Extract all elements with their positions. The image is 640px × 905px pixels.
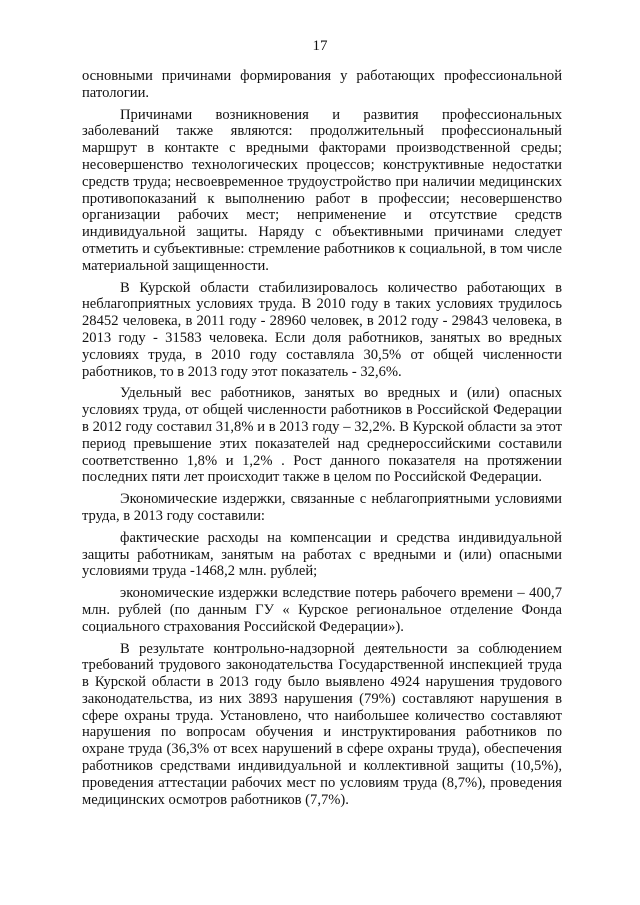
paragraph-continuation: основными причинами формирования у работающих профессиональной патологии. xyxy=(82,68,562,101)
paragraph-share-russia: Удельный вес работников, занятых во вредных и (или) опасных условиях труда, от общей численности работников в Российской Федерации в 2012 году составил 31,8% и в 2013 году – 32,2%. В Курской области за этот период превышение этих показателей над среднероссийскими составили соответственно 1,8% и 1,2% . Рост данного показателя на протяжении последних пяти лет происходит также в целом по Российской Федерации. xyxy=(82,385,562,486)
paragraph-time-losses: экономические издержки вследствие потерь рабочего времени – 400,7 млн. рублей (по данным ГУ « Курское региональное отделение Фонда социального страхования Российской Федерации»). xyxy=(82,585,562,635)
paragraph-compensation: фактические расходы на компенсации и средства индивидуальной защиты работникам, занятым на работах с вредными и (или) опасными условиями труда -1468,2 млн. рублей; xyxy=(82,529,562,580)
paragraph-inspection: В результате контрольно-надзорной деятельности за соблюдением требований трудового законодательства Государственной инспекцией труда в Курской области в 2013 году было выявлено 4924 нарушения трудового законодательства, из них 3893 нарушения (79%) составляют нарушения в сфере охраны труда. Установлено, что наибольшее количество составляют нарушения по вопросам обучения и инструктирования работников по охране труда (36,3% от всех нарушений в сфере охраны труда), обеспечения работников средствами индивидуальной и коллективной защиты (10,5%), проведения аттестации рабочих мест по условиям труда (8,7%), проведения медицинских осмотров работников (7,7%). xyxy=(82,640,562,808)
document-body xyxy=(82,68,562,813)
paragraph-causes: Причинами возникновения и развития профессиональных заболеваний также являются: продолжительный профессиональный маршрут в контакте с вредными факторами производственной среды; несовершенство технологических процессов; конструктивные недостатки средств труда; несвоевременное трудоустройство при наличии медицинских противопоказаний к выполнению работ в профессии; несовершенство организации рабочих мест; неприменение и отсутствие средств индивидуальной защиты. Наряду с объективными причинами следует отметить и субъективные: стремление работников к социальной, в том числе материальной защищенности. xyxy=(82,106,562,274)
page-number: 17 xyxy=(312,38,328,54)
paragraph-economic-costs: Экономические издержки, связанные с неблагоприятными условиями труда, в 2013 году составили: xyxy=(82,491,562,524)
paragraph-kursk-workers: В Курской области стабилизировалось количество работающих в неблагоприятных условиях труда. В 2010 году в таких условиях трудилось 28452 человека, в 2011 году - 28960 человек, в 2012 году - 29843 человека, в 2013 году - 31583 человека. Если доля работников, занятых во вредных условиях труда, в 2010 году составляла 30,5% от общей численности работников, то в 2013 году этот показатель - 32,6%. xyxy=(82,279,562,380)
